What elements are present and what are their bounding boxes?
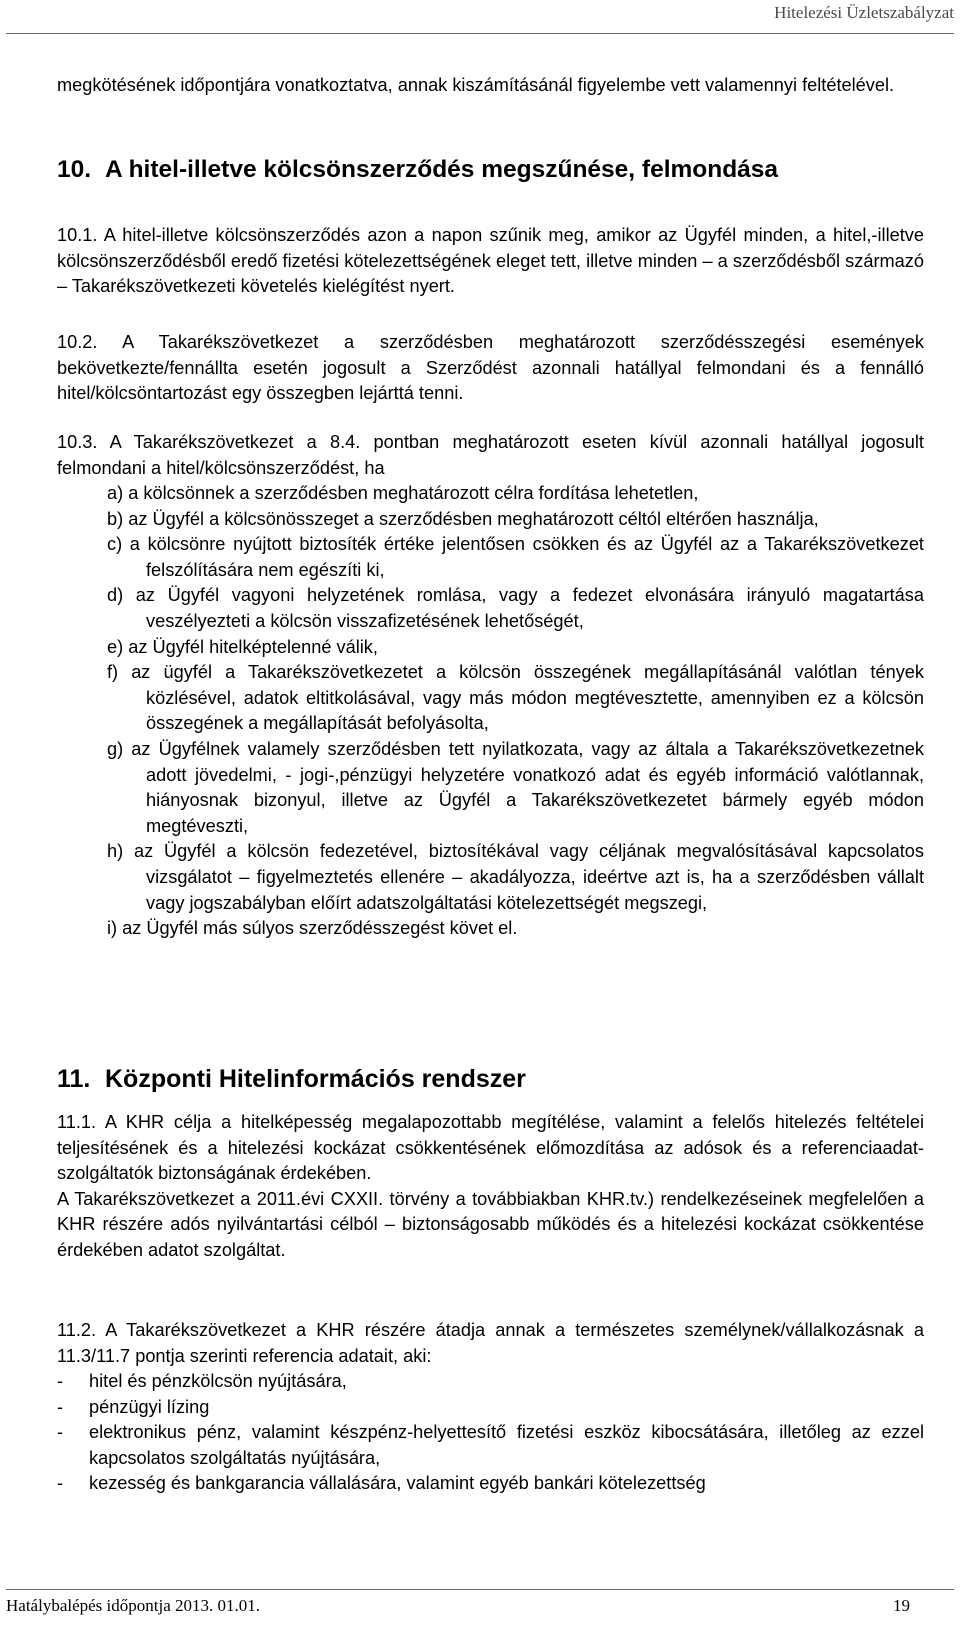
intro-paragraph: megkötésének időpontjára vonatkoztatva, annak kiszámításánál figyelembe vett valamennyi feltételével. [57, 75, 895, 95]
list-item: h) az Ügyfél a kölcsön fedezetével, biztosítékával vagy céljának megvalósításával kapcsolatos vizsgálatot – figyelmeztetés ellenére – akadályozza, ideértve azt is, ha a szerződésben vállalt vagy jogszabályban előírt adatszolgáltatási kötelezettségét megszegi, [107, 841, 924, 913]
list-item: i) az Ügyfél más súlyos szerződésszegést követ el. [107, 918, 518, 939]
list-item-text: pénzügyi lízing [89, 1396, 210, 1417]
list-item: g) az Ügyfélnek valamely szerződésben tett nyilatkozata, vagy az általa a Takarékszövetkezetnek adott jövedelmi, - jogi-,pénzügyi helyzetére vonatkozó adat és egyéb információ valótlannak, hiányosnak bizonyul, illetve az Ügyfél a Takarékszövetkezetet bármely egyéb módon megtéveszti, [107, 738, 924, 836]
paragraph-11-1 [57, 1110, 924, 1264]
paragraph-11-1-number: 11.1. [57, 1112, 97, 1132]
page-number: 19 [893, 1596, 910, 1615]
list-item: e) az Ügyfél hitelképtelenné válik, [107, 636, 378, 657]
section-10-number: 10. [57, 156, 92, 183]
list-item [57, 1369, 924, 1395]
footer-rule [6, 1589, 954, 1590]
dash-marker: - [57, 1473, 64, 1494]
section-11-number: 11. [57, 1065, 91, 1093]
paragraph-11-2-number: 11.2. [57, 1320, 97, 1340]
section-11-heading [57, 1065, 526, 1094]
list-item-text: elektronikus pénz, valamint készpénz-helyettesítő fizetési eszköz kibocsátására, illetőleg az ezzel kapcsolatos szolgáltatás nyújtására, [89, 1422, 924, 1468]
list-item-text: hitel és pénzkölcsön nyújtására, [89, 1371, 347, 1391]
list-item [57, 1420, 924, 1471]
header-rule [6, 33, 954, 34]
list-item: c) a kölcsönre nyújtott biztosíték értéke jelentősen csökken és az Ügyfél az a Takarékszövetkezet felszólítására nem egészíti ki, [107, 534, 924, 580]
effective-date: Hatálybalépés időpontja 2013. 01.01. [6, 1596, 261, 1615]
paragraph-10-3-text: A Takarékszövetkezet a 8.4. pontban meghatározott eseten kívül azonnali hatállyal jogosult felmondani a hitel/kölcsönszerződést, ha [57, 432, 924, 478]
list-item: d) az Ügyfél vagyoni helyzetének romlása, vagy a fedezet elvonására irányuló magatartása veszélyezteti a kölcsön visszafizetésének lehetőségét, [107, 585, 924, 631]
paragraph-10-1-text: A hitel-illetve kölcsönszerződés azon a napon szűnik meg, amikor az Ügyfél minden, a hitel,-illetve kölcsönszerződésből eredő fizetési kötelezettségének eleget tett, illetve minden – a szerződésből származó – Takarékszövetkezeti követelés kielégítést nyert. [57, 225, 924, 297]
list-item [57, 1395, 924, 1421]
dash-marker: - [57, 1371, 64, 1391]
running-header: Hitelezési Üzletszabályzat [774, 3, 954, 22]
paragraph-10-1-number: 10.1. [57, 225, 98, 245]
list-item: f) az ügyfél a Takarékszövetkezetet a kölcsön összegének megállapításánál valótlan tények közlésével, adatok eltitkolásával, vagy más módon megtévesztette, amennyiben ez a kölcsön összegének a megállapítását befolyásolta, [107, 662, 924, 734]
section-10-title: A hitel-illetve kölcsönszerződés megszűnése, felmondása [105, 156, 779, 183]
section-10-heading [57, 156, 778, 184]
list-item: b) az Ügyfél a kölcsönösszeget a szerződésben meghatározott céltól eltérően használja, [107, 508, 819, 529]
paragraph-10-1 [57, 223, 924, 300]
dash-marker: - [57, 1422, 64, 1443]
paragraph-10-3 [57, 430, 924, 481]
section-11-title: Központi Hitelinformációs rendszer [105, 1065, 526, 1093]
list-item: a) a kölcsönnek a szerződésben meghatározott célra fordítása lehetetlen, [107, 483, 699, 503]
paragraph-11-1-text-continued: A Takarékszövetkezet a 2011.évi CXXII. törvény a továbbiakban KHR.tv.) rendelkezéseinek megfelelően a KHR részére adós nyilvántartási célból – biztonságosabb működés és a hitelezési kockázat csökkentése érdekében adatot szolgáltat. [57, 1188, 924, 1260]
paragraph-10-2 [57, 330, 924, 407]
paragraph-10-2-number: 10.2. [57, 332, 98, 352]
paragraph-10-2-text: A Takarékszövetkezet a szerződésben meghatározott szerződésszegési események bekövetkezte/fennállta esetén jogosult a Szerződést azonnali hatállyal felmondani és a fennálló hitel/kölcsöntartozást egy összegben lejárttá tenni. [57, 332, 924, 404]
list-item [57, 1471, 924, 1497]
paragraph-10-3-number: 10.3. [57, 432, 98, 452]
paragraph-11-2-text: A Takarékszövetkezet a KHR részére átadja annak a természetes személynek/vállalkozásnak a 11.3/11.7 pontja szerinti referencia adatait, aki: [57, 1320, 924, 1366]
paragraph-11-2 [57, 1318, 924, 1369]
list-item-text: kezesség és bankgarancia vállalására, valamint egyéb bankári kötelezettség [89, 1473, 706, 1494]
termination-conditions-list [107, 481, 924, 942]
dash-marker: - [57, 1396, 64, 1417]
khr-activity-list [57, 1369, 924, 1497]
paragraph-11-1-text: A KHR célja a hitelképesség megalapozottabb megítélése, valamint a felelős hitelezés feltételei teljesítésének és a hitelezési kockázat csökkentésének előmozdítása az adósok és a referenciaadat-szolgáltatók biztonságának érdekében. [57, 1112, 924, 1184]
